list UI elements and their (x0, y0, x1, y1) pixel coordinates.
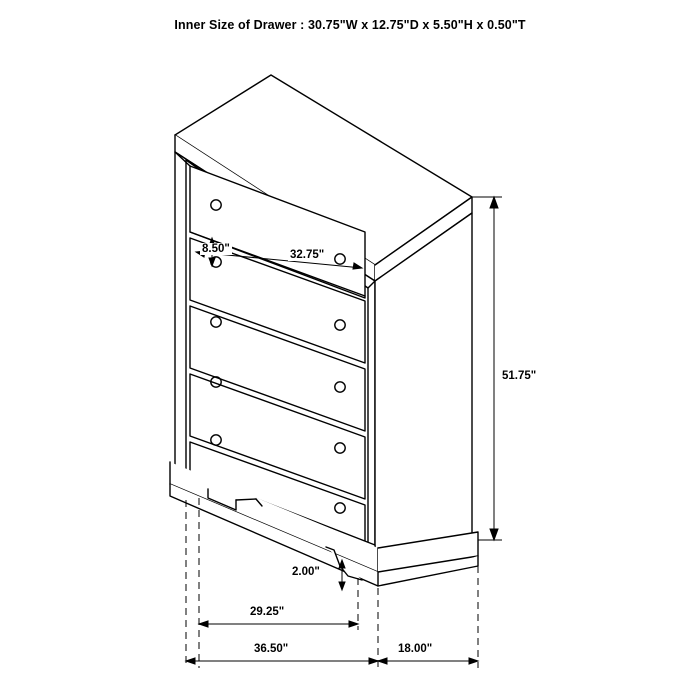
dim-label-overall-depth: 18.00" (398, 643, 433, 655)
page-title: Inner Size of Drawer : 30.75"W x 12.75"D x 5.50"H x 0.50"T (174, 18, 526, 32)
dim-label-overall-height: 51.75" (502, 370, 537, 382)
dim-base-width (199, 621, 358, 627)
dim-overall-depth (378, 658, 478, 664)
dim-label-base-clearance: 2.00" (292, 566, 320, 578)
dim-label-base-width: 29.25" (250, 606, 285, 618)
dim-base-clearance (339, 560, 345, 590)
dim-label-drawer-width: 32.75" (290, 249, 325, 261)
dim-overall-height (472, 197, 502, 540)
dim-label-drawer-height: 8.50" (202, 243, 230, 255)
dim-overall-width (186, 658, 378, 664)
dim-label-overall-width: 36.50" (254, 643, 289, 655)
